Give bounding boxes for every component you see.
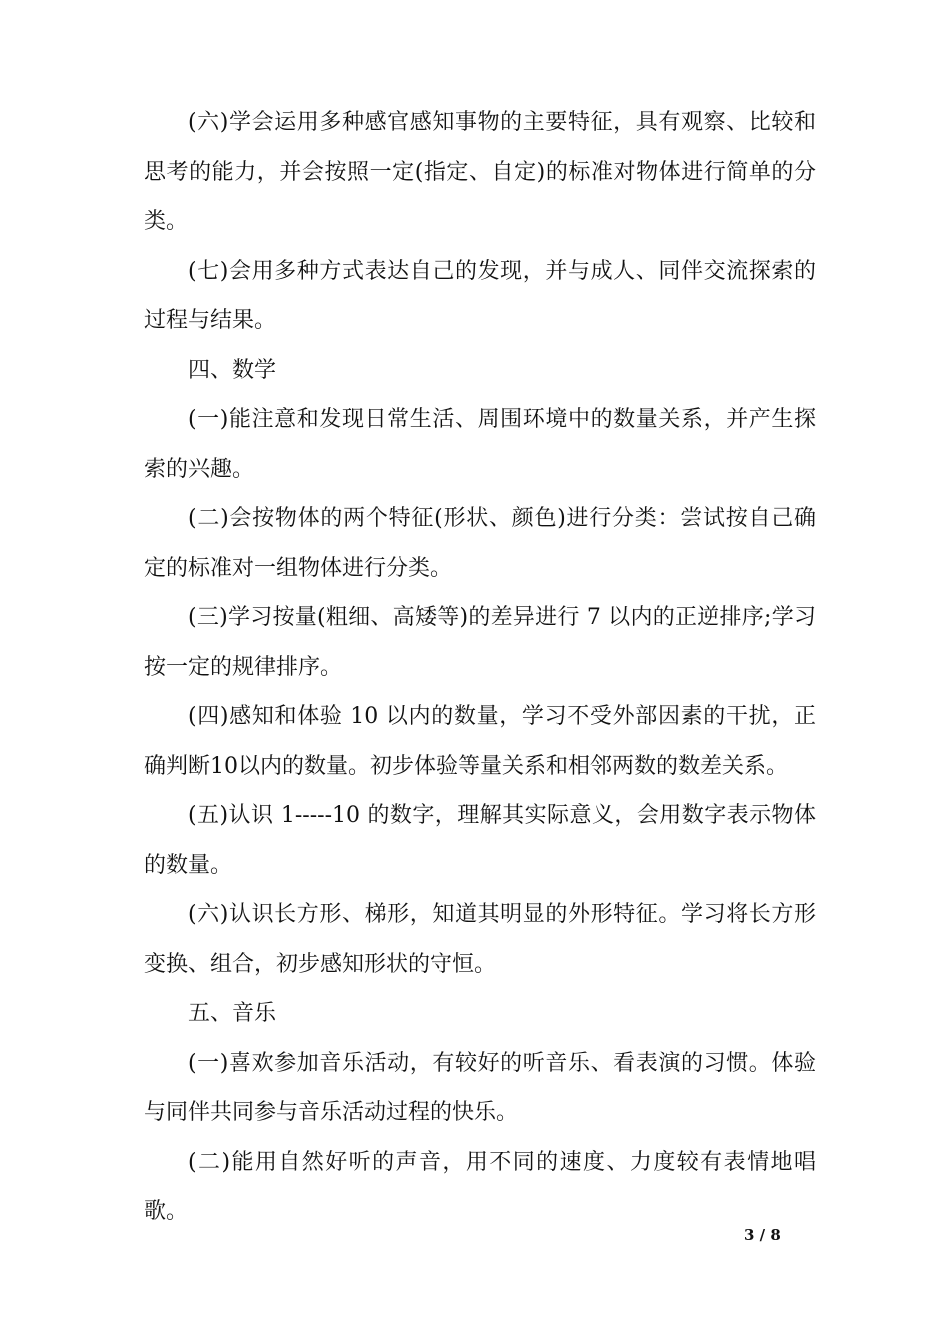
paragraph-item: (五)认识 1-----10 的数字，理解其实际意义，会用数字表示物体的数量。 <box>144 803 816 878</box>
section-heading: 五、音乐 <box>188 1001 277 1026</box>
paragraph-item: (七)会用多种方式表达自己的发现，并与成人、同伴交流探索的过程与结果。 <box>144 258 816 333</box>
paragraph-item: (一)能注意和发现日常生活、周围环境中的数量关系，并产生探索的兴趣。 <box>144 407 816 482</box>
section-heading: 四、数学 <box>188 357 277 383</box>
paragraph-item: (六)学会运用多种感官感知事物的主要特征，具有观察、比较和思考的能力，并会按照一定(指定、自定)的标准对物体进行简单的分类。 <box>144 110 816 234</box>
paragraph-item: (二)会按物体的两个特征(形状、颜色)进行分类：尝试按自己确定的标准对一组物体进行分类。 <box>144 506 816 581</box>
paragraph-item: (四)感知和体验 10 以内的数量，学习不受外部因素的干扰，正确判断10以内的数量。初步体验等量关系和相邻两数的数差关系。 <box>144 704 816 779</box>
paragraph-item: (二)能用自然好听的声音，用不同的速度、力度较有表情地唱歌。 <box>144 1149 816 1224</box>
page-number: 3 / 8 <box>744 1226 781 1244</box>
paragraph-item: (六)认识长方形、梯形，知道其明显的外形特征。学习将长方形变换、组合，初步感知形状的守恒。 <box>144 902 816 977</box>
document-body <box>144 98 816 1237</box>
paragraph-item: (一)喜欢参加音乐活动，有较好的听音乐、看表演的习惯。体验与同伴共同参与音乐活动过程的快乐。 <box>144 1050 816 1125</box>
paragraph-item: (三)学习按量(粗细、高矮等)的差异进行 7 以内的正逆排序;学习按一定的规律排序。 <box>144 605 816 680</box>
